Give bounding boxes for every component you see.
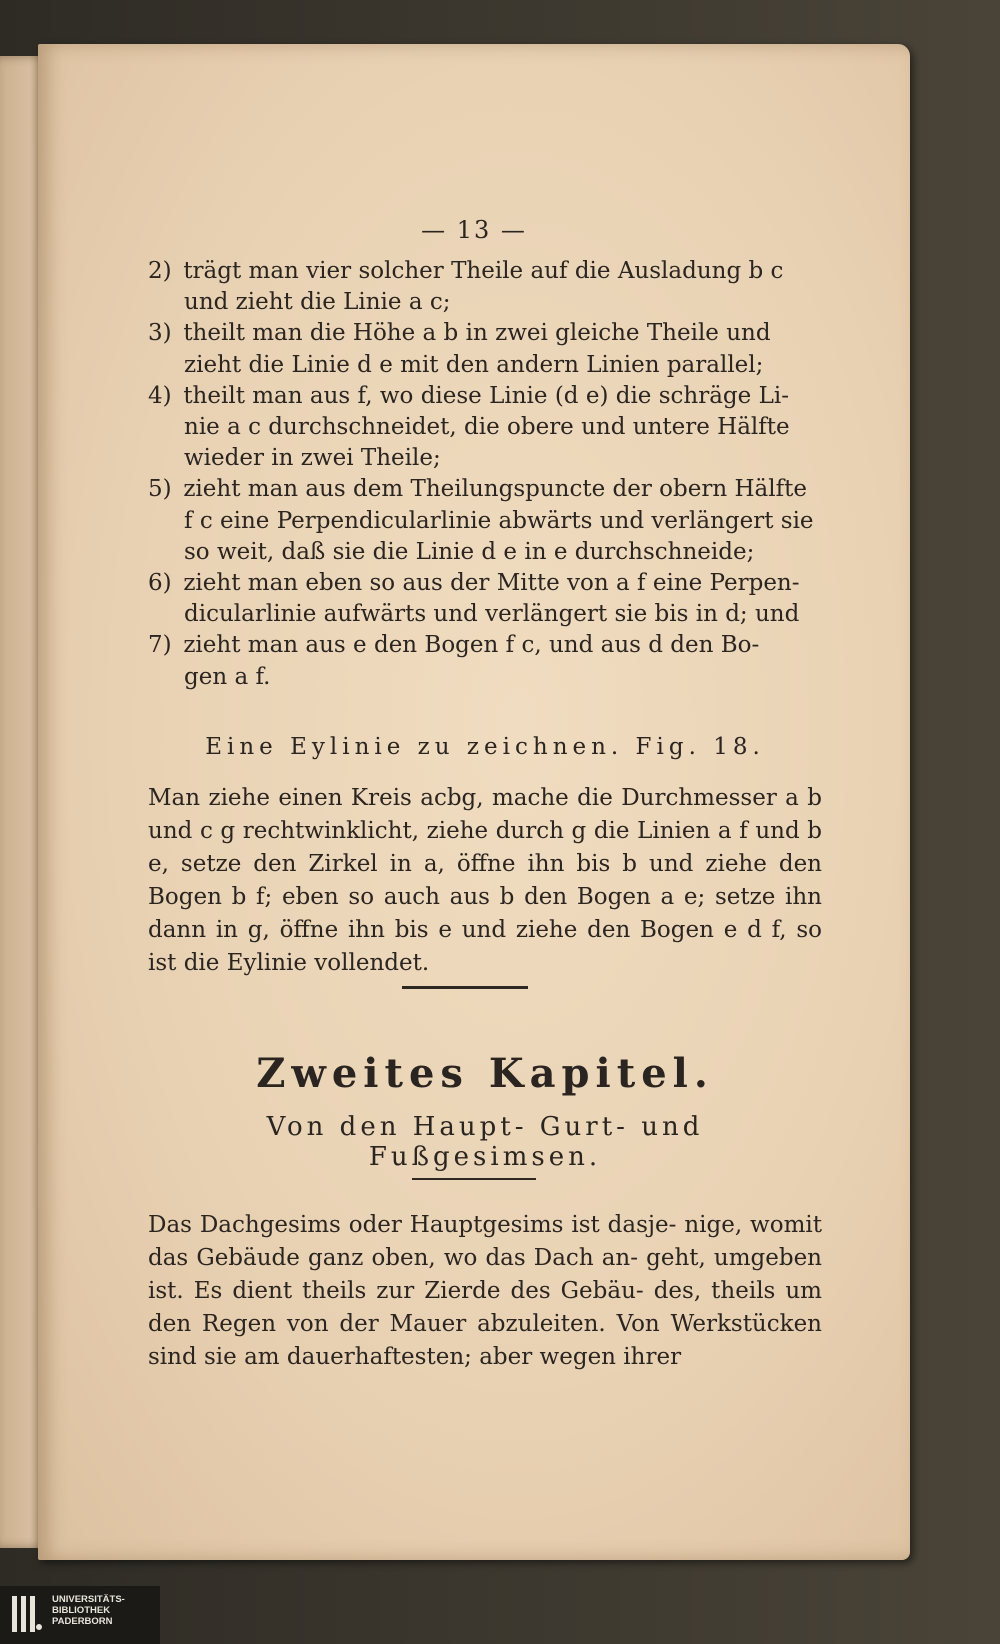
step-item	[148, 630, 822, 692]
step-text: zieht man eben so aus der Mitte von a f eine Perpen-	[183, 570, 800, 597]
chapter-paragraph: Das Dachgesims oder Hauptgesims ist dasje- nige, womit das Gebäude ganz oben, wo das Dach an- geht, umgeben ist. Es dient theils zur Zierde des Gebäu- des, theils um den Regen von der Mauer abzuleiten. Von Werkstücken sind sie am dauerhaftesten; aber wegen ihrer	[148, 1212, 822, 1370]
step-number: 6)	[148, 570, 172, 597]
step-item	[148, 318, 822, 380]
step-text: theilt man die Höhe a b in zwei gleiche Theile und	[183, 320, 771, 347]
page-number: — 13 —	[421, 216, 527, 244]
chapter-divider	[412, 1178, 536, 1180]
library-stamp	[0, 1586, 160, 1644]
library-logo-icon	[10, 1594, 44, 1634]
step-text: trägt man vier solcher Theile auf die Ausladung b c	[183, 258, 784, 284]
numbered-steps	[148, 256, 822, 693]
book-page	[38, 44, 910, 1560]
stamp-line: PADERBORN	[52, 1616, 113, 1627]
step-text: zieht man aus dem Theilungspuncte der obern Hälfte	[183, 476, 807, 503]
step-item	[148, 381, 822, 475]
step-number: 2)	[148, 258, 172, 284]
step-number: 4)	[148, 382, 172, 409]
step-item	[148, 568, 822, 630]
step-text-continued: dicularlinie aufwärts und verlängert sie bis in d; und	[184, 601, 800, 628]
step-item	[148, 474, 822, 568]
step-text: zieht man aus e den Bogen f c, und aus d den Bo-	[183, 632, 760, 659]
library-stamp-text	[52, 1594, 125, 1627]
step-number: 7)	[148, 632, 172, 659]
step-text-continued: und zieht die Linie a c;	[184, 289, 451, 316]
step-number: 3)	[148, 320, 172, 347]
step-text-continued: f c eine Perpendicularlinie abwärts und verlängert sie so weit, daß sie die Linie d e in e durchschneide;	[184, 507, 814, 565]
section-divider	[402, 986, 528, 989]
step-number: 5)	[148, 476, 172, 503]
stamp-line: BIBLIOTHEK	[52, 1605, 111, 1616]
step-item	[148, 256, 822, 318]
section-paragraph: Man ziehe einen Kreis acbg, mache die Durchmesser a b und c g rechtwinklicht, ziehe durch g die Linien a f und b e, setze den Zirkel in a, öffne ihn bis b und ziehe den Bogen b f; eben so auch aus b den Bogen a e; setze ihn dann in g, öffne ihn bis e und ziehe den Bogen e d f, so ist die Eylinie vollendet.	[148, 785, 822, 976]
step-text-continued: gen a f.	[184, 663, 271, 690]
step-text-continued: zieht die Linie d e mit den andern Linien parallel;	[184, 351, 764, 378]
step-text-continued: nie a c durchschneidet, die obere und untere Hälfte wieder in zwei Theile;	[184, 414, 790, 472]
stamp-line: UNIVERSITÄTS-	[52, 1594, 125, 1605]
chapter-title: Zweites Kapitel.	[256, 1050, 714, 1097]
chapter-subtitle: Von den Haupt- Gurt- und Fußgesimsen.	[266, 1112, 704, 1172]
step-text: theilt man aus f, wo diese Linie (d e) die schräge Li-	[183, 382, 789, 409]
section-heading: Eine Eylinie zu zeichnen. Fig. 18.	[205, 734, 765, 760]
